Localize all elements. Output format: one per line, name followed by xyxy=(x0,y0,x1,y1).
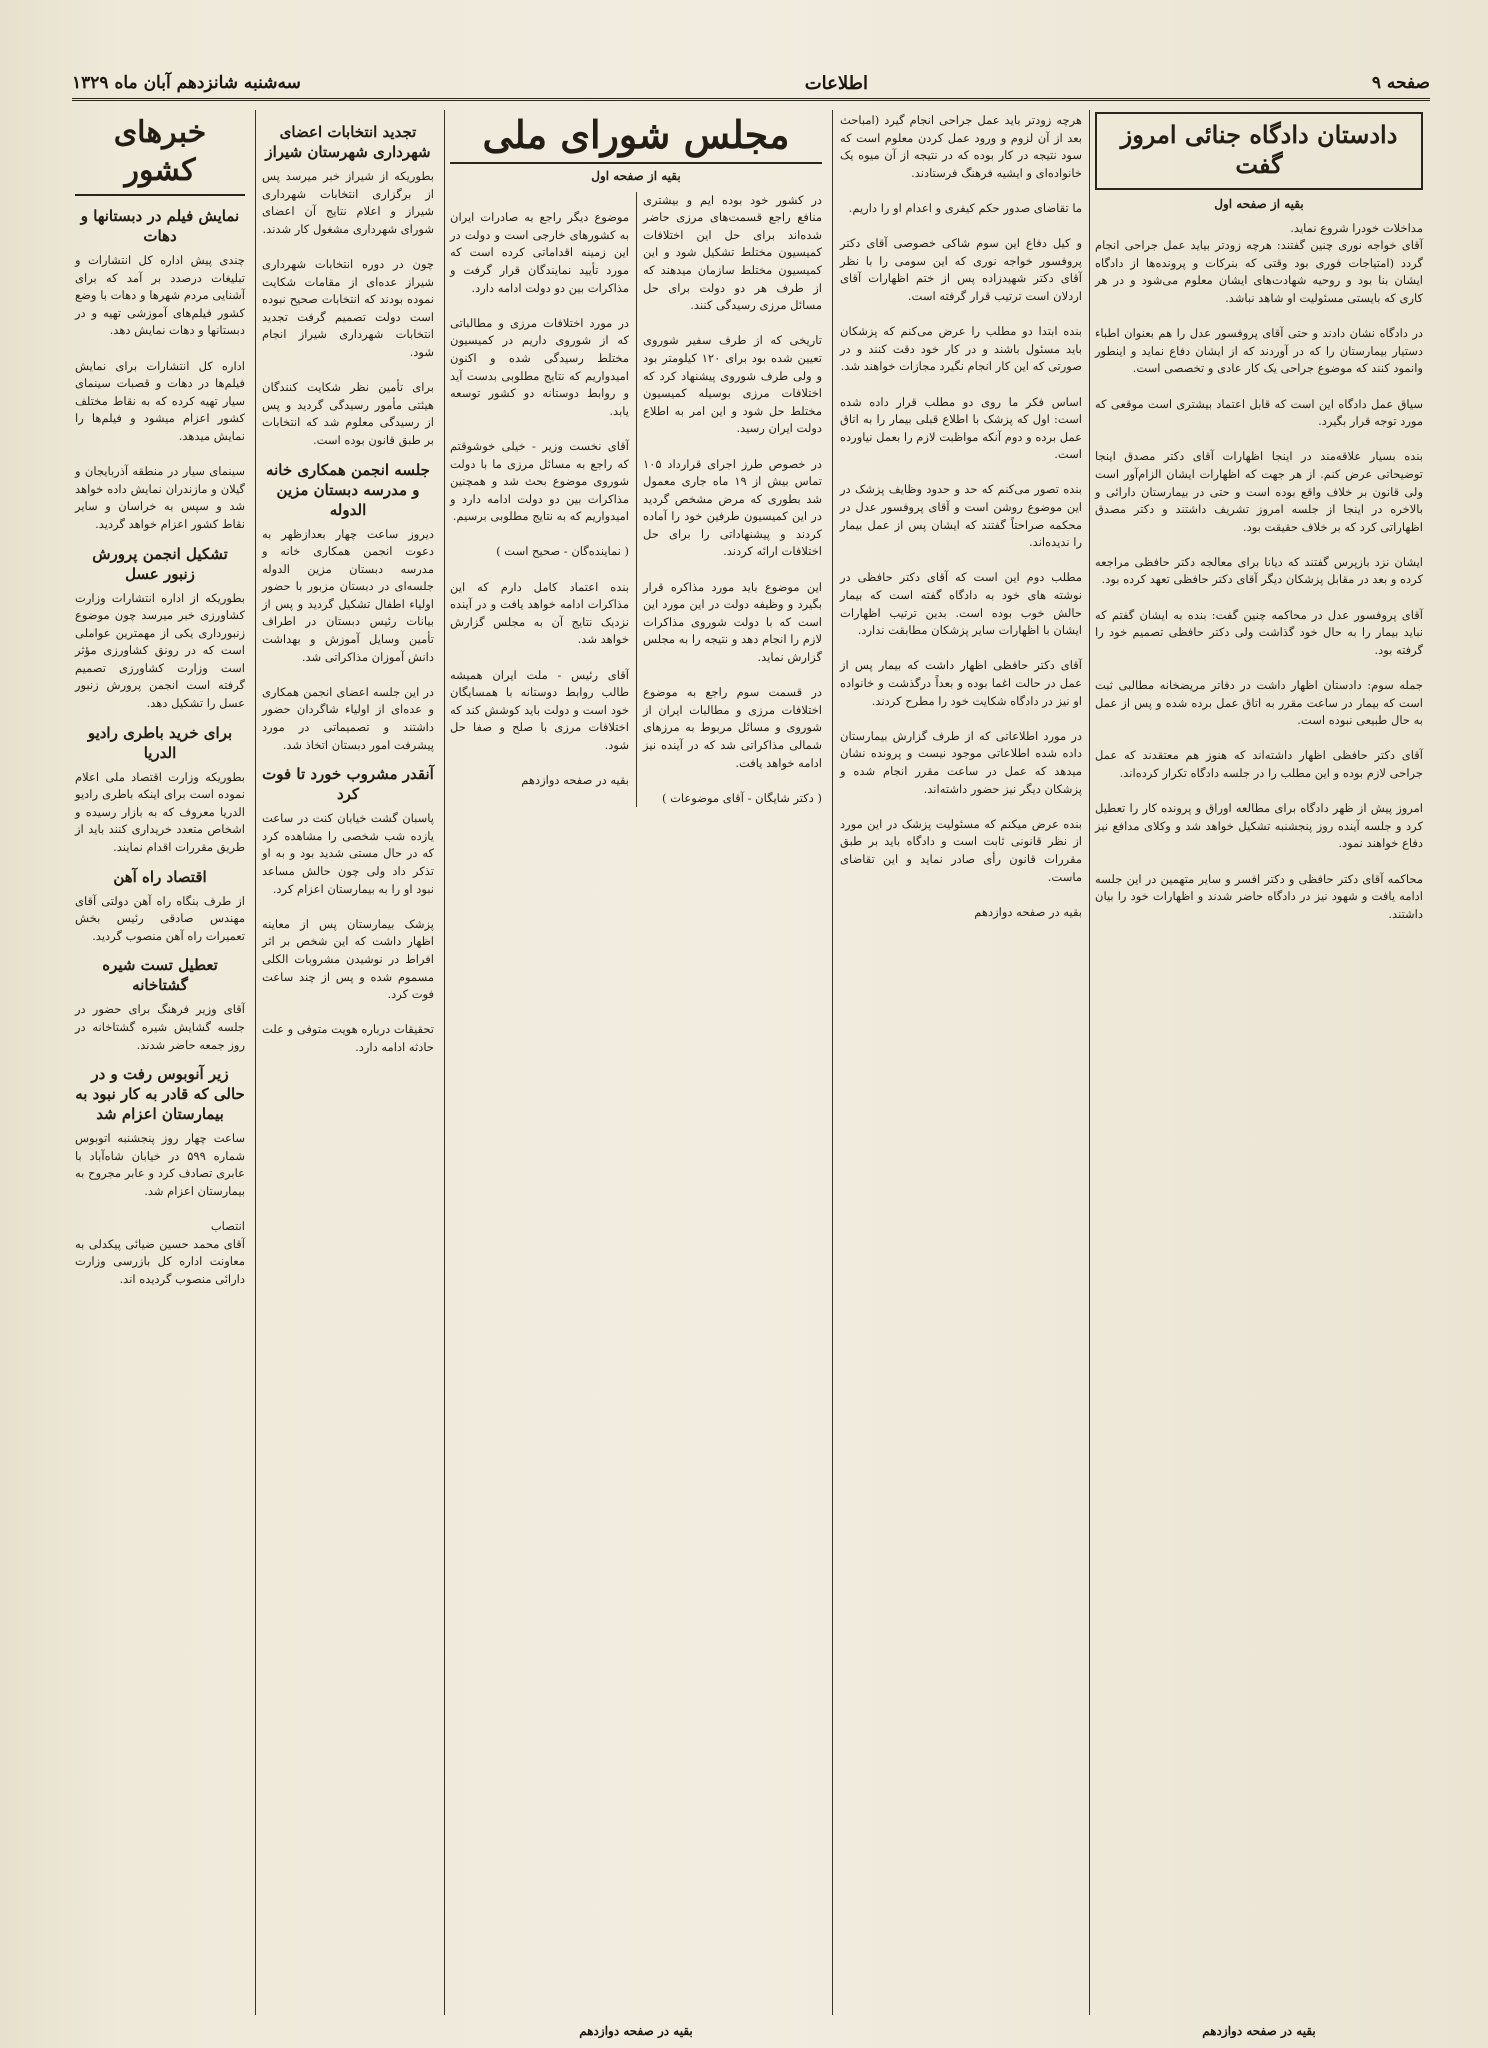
page-number: صفحه ۹ xyxy=(1371,73,1430,93)
court-headline-box xyxy=(1095,112,1423,190)
country-news-headline: خبرهای کشور xyxy=(113,115,207,188)
news-body-5: آقای وزیر فرهنگ برای حضور در جلسه گشایش شیره گشتاخانه در روز جمعه حاضر شدند. xyxy=(71,1002,245,1052)
news-body-6: ساعت چهار روز پنجشنبه اتوبوس شماره ۵۹۹ در خیابان شاه‌آباد با عابری تصادف کرد و عابر مجروح به بیمارستان اعزام شد. انتصاب آقای محمد حسین ضیائی پیکدلی به معاونت اداره کل بازرسی وزارت دارائی منصوب گردیده اند. xyxy=(75,1131,245,1286)
court-article-continued xyxy=(840,112,1082,2012)
news-heading-4: اقتصاد راه آهن xyxy=(113,867,207,886)
country-news-column xyxy=(71,112,245,2012)
court-continued-label: بقیه از صفحه اول xyxy=(1214,197,1304,211)
news2-heading-2: جلسه انجمن همکاری خانه و مدرسه دبستان مزین الدوله xyxy=(266,460,430,519)
news2-heading-1: تجدید انتخابات اعضای شهرداری شهرستان شیراز xyxy=(265,123,431,161)
majlis-article xyxy=(450,112,822,2012)
news-body-3: بطوریکه وزارت اقتصاد ملی اعلام نموده است برای اینکه باطری رادیو الدریا معروف که به بازار رسیده و اشخاص متعدد خریداری کنند باید از طریق مقررات اقدام نمایند. xyxy=(71,769,245,855)
news-body-4: از طرف بنگاه راه آهن دولتی آقای مهندس صادقی رئیس بخش تعمیرات راه آهن منصوب گردید. xyxy=(71,893,245,943)
column-divider xyxy=(1089,110,1090,2015)
headline-rule xyxy=(75,194,245,196)
news-heading-3: برای خرید باطری رادیو الدریا xyxy=(87,723,233,762)
news-body-2: بطوریکه از اداره انتشارات وزارت کشاورزی خبر میرسد چون موضوع زنبورداری یکی از مهمترین عواملی است که در رونق کشاورزی مؤثر است وزارت کشاورزی تصمیم گرفته است انجمن پرورش زنبور عسل را تشکیل دهد. xyxy=(71,590,245,711)
news2-body-3: پاسبان گشت خیابان کنت در ساعت یازده شب شخصی را مشاهده کرد که در حال مستی شدید بود و به او تذکر داد ولی چون حالش مساعد نبود او را به بیمارستان اعزام کرد. پزشک بیمارستان پس از معاینه اظهار داشت که این شخص بر اثر افراط در نوشیدن مشروبات الکلی مسموم شده و پس از چند ساعت فوت کرد. تحقیقات درباره هویت متوفی و علت حادثه ادامه دارد. xyxy=(262,811,434,1054)
news2-heading-3: آنقدر مشروب خورد تا فوت کرد xyxy=(262,765,434,804)
news2-body-1: بطوریکه از شیراز خبر میرسد پس از برگزاری انتخابات شهرداری شیراز و اعلام نتایج آن اعضای شورای شهرداری مشغول کار شدند. چون در دوره انتخابات شهرداری شیراز عده‌ای از مقامات شکایت نموده بودند که انتخابات صحیح نبوده است دولت تصمیم گرفت تجدید انتخابات شهرداری شیراز انجام شود. برای تأمین نظر شکایت کنندگان هیئتی مأمور رسیدگی گردید و پس از رسیدگی معلوم شد که انتخابات بر طبق قانون بوده است. xyxy=(262,169,434,447)
news-body-1: چندی پیش اداره کل انتشارات و تبلیغات درصدد بر آمد که برای آشنایی مردم شهرها و دهات با وضع کشور فیلم‌های آموزشی تهیه و در دبستانها و دهات نمایش دهد. اداره کل انتشارات برای نمایش فیلم‌ها در دهات و قصبات سینمای سیار تهیه کرده که به نقاط مختلف کشور اعزام میشود و فیلم‌ها را نمایش میدهد. سینمای سیار در منطقه آذربایجان و گیلان و مازندران نمایش داده خواهد شد و سپس به خراسان و سایر نقاط کشور اعزام خواهد گردید. xyxy=(75,253,245,531)
date-line: سه‌شنبه شانزدهم آبان ماه ۱۳۲۹ xyxy=(72,73,301,93)
headline-rule xyxy=(450,162,822,164)
paper-name: اطلاعات xyxy=(804,72,868,94)
news-heading-2: تشکیل انجمن پرورش زنبور عسل xyxy=(92,544,228,583)
column-divider xyxy=(444,110,445,2015)
column-divider xyxy=(832,110,833,2015)
news-heading-5: تعطیل تست شیره گشتاخانه xyxy=(102,956,218,995)
majlis-headline: مجلس شورای ملی xyxy=(482,112,790,157)
news-column-2 xyxy=(262,112,434,2012)
news2-body-2: دیروز ساعت چهار بعدازظهر به دعوت انجمن همکاری خانه و مدرسه دبستان مزین الدوله جلسه‌ای در دبستان مزبور با حضور اولیاء اطفال تشکیل گردید و پس از بیانات رئیس دبستان در اطراف تأمین وسایل آموزش و بهداشت دانش آموزان مذاکراتی شد. در این جلسه اعضای انجمن همکاری و عده‌ای از اولیاء شاگردان حضور داشتند و تصمیماتی در مورد پیشرفت امور دبستان اتخاذ شد. xyxy=(262,526,434,752)
court-article xyxy=(1095,112,1423,2012)
court-body-2: هرچه زودتر باید عمل جراحی انجام گیرد (امباحث بعد از آن لزوم و ورود عمل کردن معلوم است که سود نتیجه در کار بوده که در نتیجه از آن میوه یک خانواده‌ای و ایشیه فرهنگ فرستادند. ما تقاضای صدور حکم کیفری و اعدام او را داریم. و کیل دفاع این سوم شاکی خصوصی آقای دکتر پروفسور خواجه نوری که این سومی را با نظر آقای دکتر شهیدزاده پس از ختم اظهارات آقای اردلان است ترتیب قرار گرفته است. بنده ابتدا دو مطلب را عرض می‌کنم که پزشکان باید مسئول باشند و در کار خود دقت کنند و در صورتی که این کار انجام نگیرد مجازات خواهند شد. اساس فکر ما روی دو مطلب قرار داده شده است: اول که پزشک با اطلاع قبلی بیمار را به اتاق عمل برده و دوم آنکه مواظبت لازم را بعمل نیاورده است. بنده تصور می‌کنم که حد و حدود وظایف پزشک در این موضوع روشن است و آقای پروفسور عدل در محکمه صراحتاً گفتند که ایشان پس از عمل بیمار را ندیده‌اند. مطلب دوم این است که آقای دکتر حافظی در نوشته های خود به دادگاه گفته است که بیمار حالش خوب بوده است. بدین ترتیب اظهارات ایشان با اظهارات سایر پزشکان مطابقت ندارد. آقای دکتر حافظی اظهار داشت که بیمار پس از عمل در حالت اغما بوده و بعداً درگذشت و خانواده او نیز در دادگاه شکایت خود را مطرح کردند. در مورد اطلاعاتی که از طرف گزارش بیمارستان داده شده اطلاعاتی موجود نیست و پرونده نشان میدهد که عمل در ساعت مقرر انجام شده و پزشکان دیگر نیز حضور داشته‌اند. بنده عرض میکنم که مسئولیت پزشک در این مورد از نظر قانونی ثابت است و دادگاه باید بر طبق مقررات قانون رأی صادر نماید و این تقاضای ماست. بقیه در صفحه دوازدهم xyxy=(840,113,1082,919)
news-heading-1: نمایش فیلم در دبستانها و دهات xyxy=(80,207,240,245)
court-body: مداخلات خودرا شروع نماید. آقای خواجه نوری چنین گفتند: هرچه زودتر بیاید عمل جراحی انجام گردد (امتیاجات فوری بود وقتی که بنرکات و پرونده‌ها از دادگاه ایشان بنا بود و روحیه شهادت‌های ایشان معلوم می‌شود و در هر کاری که بایستی مسئولیت او شاهد نباشد. در دادگاه نشان دادند و حتی آقای پروفسور عدل را هم ‌بعنوان اطباء دستیار بیمارستان را که در آوردند که از ایشان دفاع نماید و اینطور وانمود کنند که موضوع جراحی یک کار عادی و تخصصی است. سیاق عمل دادگاه این است که قابل اعتماد بیشتری است موقعی که مورد توجه قرار بگیرد. بنده بسیار علاقه‌مند در اینجا اظهارات آقای دکتر مصدق اینجا توضیحاتی عرض کنم. از هر جهت که اظهارات ایشان الزام‌آور است ولی قانون بر خلاف واقع بوده است و حتی در بیمارستان دارائی و بالاخره در اینجا از جلسه امروز تشریف داشتند و دکتر مصدق اظهاراتی کرد که بر خلاف حقیقت بود. ایشان نزد بازپرس گفتند که دیانا برای معالجه دکتر حافظی مراجعه کرده و بعد در مقابل پزشکان دیگر آقای دکتر حافظی تعهد کرده بود. آقای پروفسور عدل در محاکمه چنین گفت: بنده به ایشان گفتم که نباید بیمار را به حال خود گذاشت ولی دکتر حافظی تصمیم خود را گرفته بود. جمله سوم: دادستان اظهار داشت در دفاتر مریضخانه مطالبی ثبت است که بیمار در ساعت مقرر به اتاق عمل برده شده و پس از عمل به حال طبیعی نبوده است. آقای دکتر حافظی اظهار داشته‌اند که هنوز هم معتقدند که عمل جراحی لازم بوده و این مطلب را در جلسه دادگاه تکرار کرده‌اند. امروز پیش از ظهر دادگاه برای مطالعه اوراق و پرونده کار را تعطیل کرد و جلسه آینده روز پنجشنبه تشکیل خواهد شد و وکلای مدافع نیز دفاع خواهند نمود. محاکمه آقای دکتر حافظی و دکتر افسر و سایر متهمین در این جلسه ادامه یافت و شهود نیز در دادگاه حاضر شدند و اظهارات خود را بیان داشتند. xyxy=(1095,220,1424,921)
court-headline: دادستان دادگاه جنائی امروز گفت xyxy=(1120,120,1398,179)
majlis-footer-note: بقیه در صفحه دوازدهم xyxy=(579,2024,693,2038)
news-heading-6: زیر آنوبوس رفت و در حالی که قادر به کار نبود به بیمارستان اعزام شد xyxy=(75,1065,245,1124)
majlis-body: در کشور خود بوده ایم و بیشتری منافع راجع قسمت‌های مرزی حاضر شده‌اند برای حل این اختلافات کمیسیون مختلط تشکیل شود و این کمیسیون مختلط سازمان میدهند که از طرف هر دو دولت برای حل مسائل مرزی رسیدگی کنند. تاریخی که از طرف سفیر شوروی تعیین شده بود برای ۱۲۰ کیلومتر بود و ولی طرف شوروی پیشنهاد کرد که اختلافات مرزی بوسیله کمیسیون مختلط حل شود و این امر به اطلاع دولت ایران رسید. در خصوص طرز اجرای قرارداد ۱۰۵ تماس بیش از ۱۹ ماه جاری معمول شد بطوری که مرض مشخص گردید در این کمیسیون طرفین خود را آماده کردند و پیشنهاداتی را برای حل اختلافات ارائه کردند. این موضوع باید مورد مذاکره قرار بگیرد و وظیفه دولت در این مورد این است که با دولت شوروی مذاکرات لازم را انجام دهد و نتیجه را به مجلس گزارش نماید. در قسمت سوم راجع به موضوع اختلافات مرزی و مطالبات ایران از شوروی و مسائل مربوط به مرزهای شمالی مذاکراتی شد که در آینده نیز ادامه خواهد یافت. ( دکتر شایگان - آقای موضوعات ) موضوع دیگر راجع به صادرات ایران به کشورهای خارجی است و دولت در این زمینه اقداماتی کرده است که مورد تأیید نمایندگان قرار گرفت و مذاکرات بین دو دولت ادامه دارد. در مورد اختلافات مرزی و مطالباتی که از شوروی داریم در کمیسیون مختلط رسیدگی شده و اکنون امیدواریم که نتایج مطلوبی بدست آید و روابط دوستانه دو کشور توسعه یابد. آقای نخست وزیر - خیلی خوشوقتم که راجع به مسائل مرزی ما با دولت شوروی موضوع بحث شد و همچنین مذاکرات بین دو دولت ادامه دارد و امیدواریم که به نتایج مطلوبی برسیم. ( نماینده‌گان - صحیح است ) بنده اعتماد کامل دارم که این مذاکرات ادامه خواهد یافت و در آینده نزدیک نتایج آن به مجلس گزارش خواهد شد. آقای رئیس - ملت ایران همیشه طالب روابط دوستانه با همسایگان خود است و دولت باید کوشش کند که اختلافات مرزی با صلح و صفا حل شود. بقیه در صفحه دوازدهم xyxy=(450,192,822,805)
majlis-continued-label: بقیه از صفحه اول xyxy=(591,169,681,183)
page-header xyxy=(72,68,1430,101)
court-footer-note: بقیه در صفحه دوازدهم xyxy=(1202,2024,1316,2038)
column-divider xyxy=(255,110,256,2015)
